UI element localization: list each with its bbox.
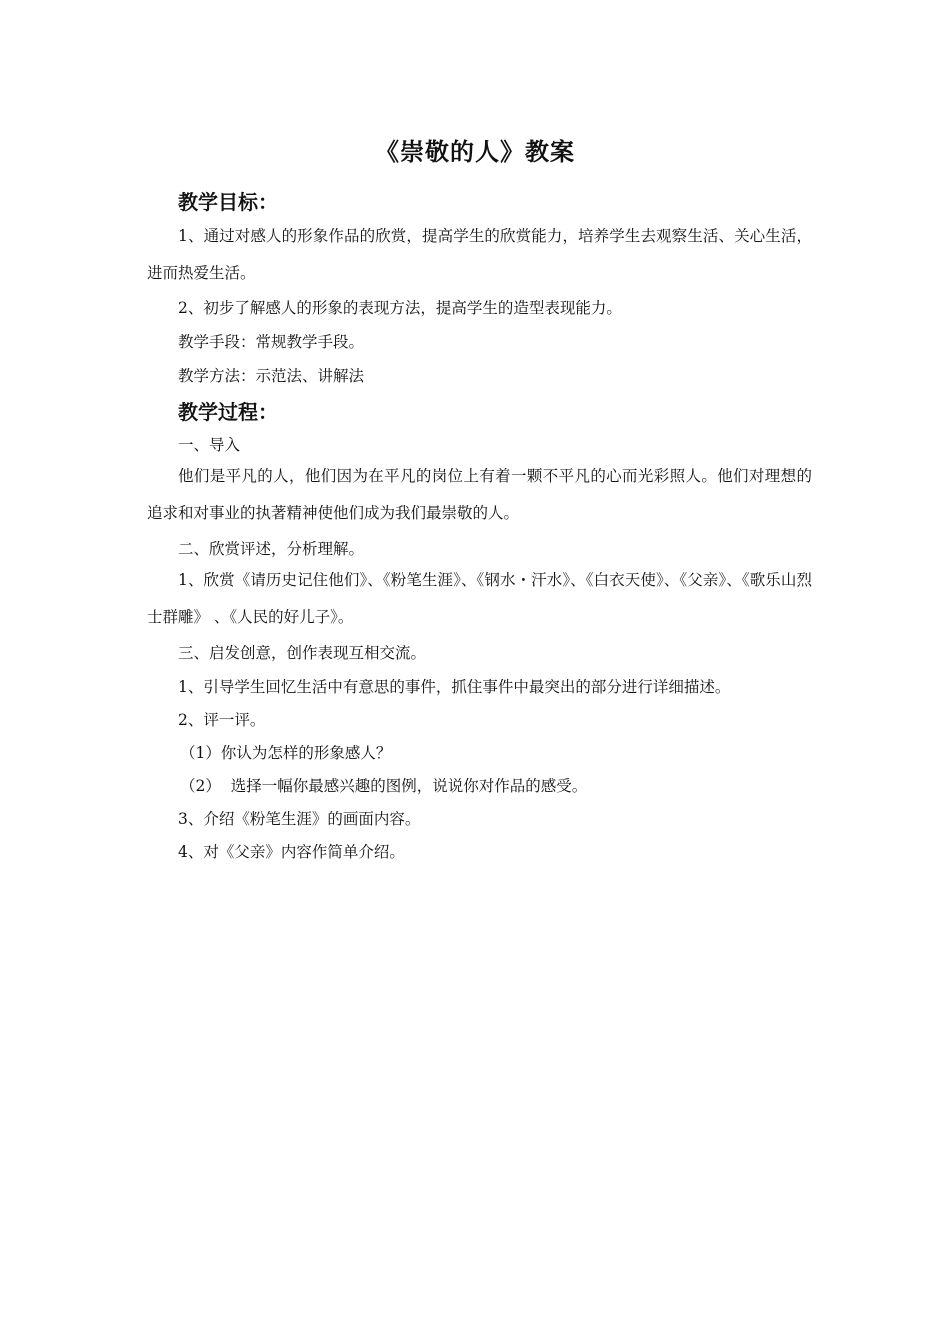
teaching-methods: 教学方法：示范法、讲解法 (178, 367, 365, 385)
part3-subitem-2: （2） 选择一幅你最感兴趣的图例，说说你对作品的感受。 (180, 777, 588, 795)
document-title: 《崇敬的人》教案 (375, 137, 575, 166)
objective-paragraph-1: 1、通过对感人的形象作品的欣赏，提高学生的欣赏能力，培养学生去观察生活、关心生活，进而热爱生活。 (147, 227, 812, 282)
part1-paragraph: 他们是平凡的人，他们因为在平凡的岗位上有着一颗不平凡的心而光彩照人。他们对理想的追求和对事业的执著精神使他们成为我们最崇敬的人。 (147, 467, 812, 522)
part2-title: 二、欣赏评述，分析理解。 (178, 540, 365, 558)
part3-item-1: 1、引导学生回忆生活中有意思的事件，抓住事件中最突出的部分进行详细描述。 (178, 678, 731, 696)
teaching-means: 教学手段：常规教学手段。 (178, 333, 365, 351)
section-heading-process: 教学过程： (178, 400, 278, 424)
part3-item-4: 4、对《父亲》内容作简单介绍。 (178, 843, 405, 861)
part3-subitem-1: （1）你认为怎样的形象感人？ (180, 744, 392, 762)
section-heading-objectives: 教学目标： (178, 190, 278, 214)
part3-title: 三、启发创意，创作表现互相交流。 (178, 644, 427, 662)
part3-item-2: 2、评一评。 (178, 711, 266, 729)
part1-title: 一、导入 (178, 436, 241, 454)
objective-paragraph-2: 2、初步了解感人的形象的表现方法，提高学生的造型表现能力。 (178, 299, 622, 317)
part3-item-3: 3、介绍《粉笔生涯》的画面内容。 (178, 810, 421, 828)
part2-item-1: 1、欣赏《请历史记住他们》、《粉笔生涯》、《钢水・汗水》、《白衣天使》、《父亲》、《歌乐山烈士群雕》 、《人民的好儿子》。 (147, 571, 812, 626)
